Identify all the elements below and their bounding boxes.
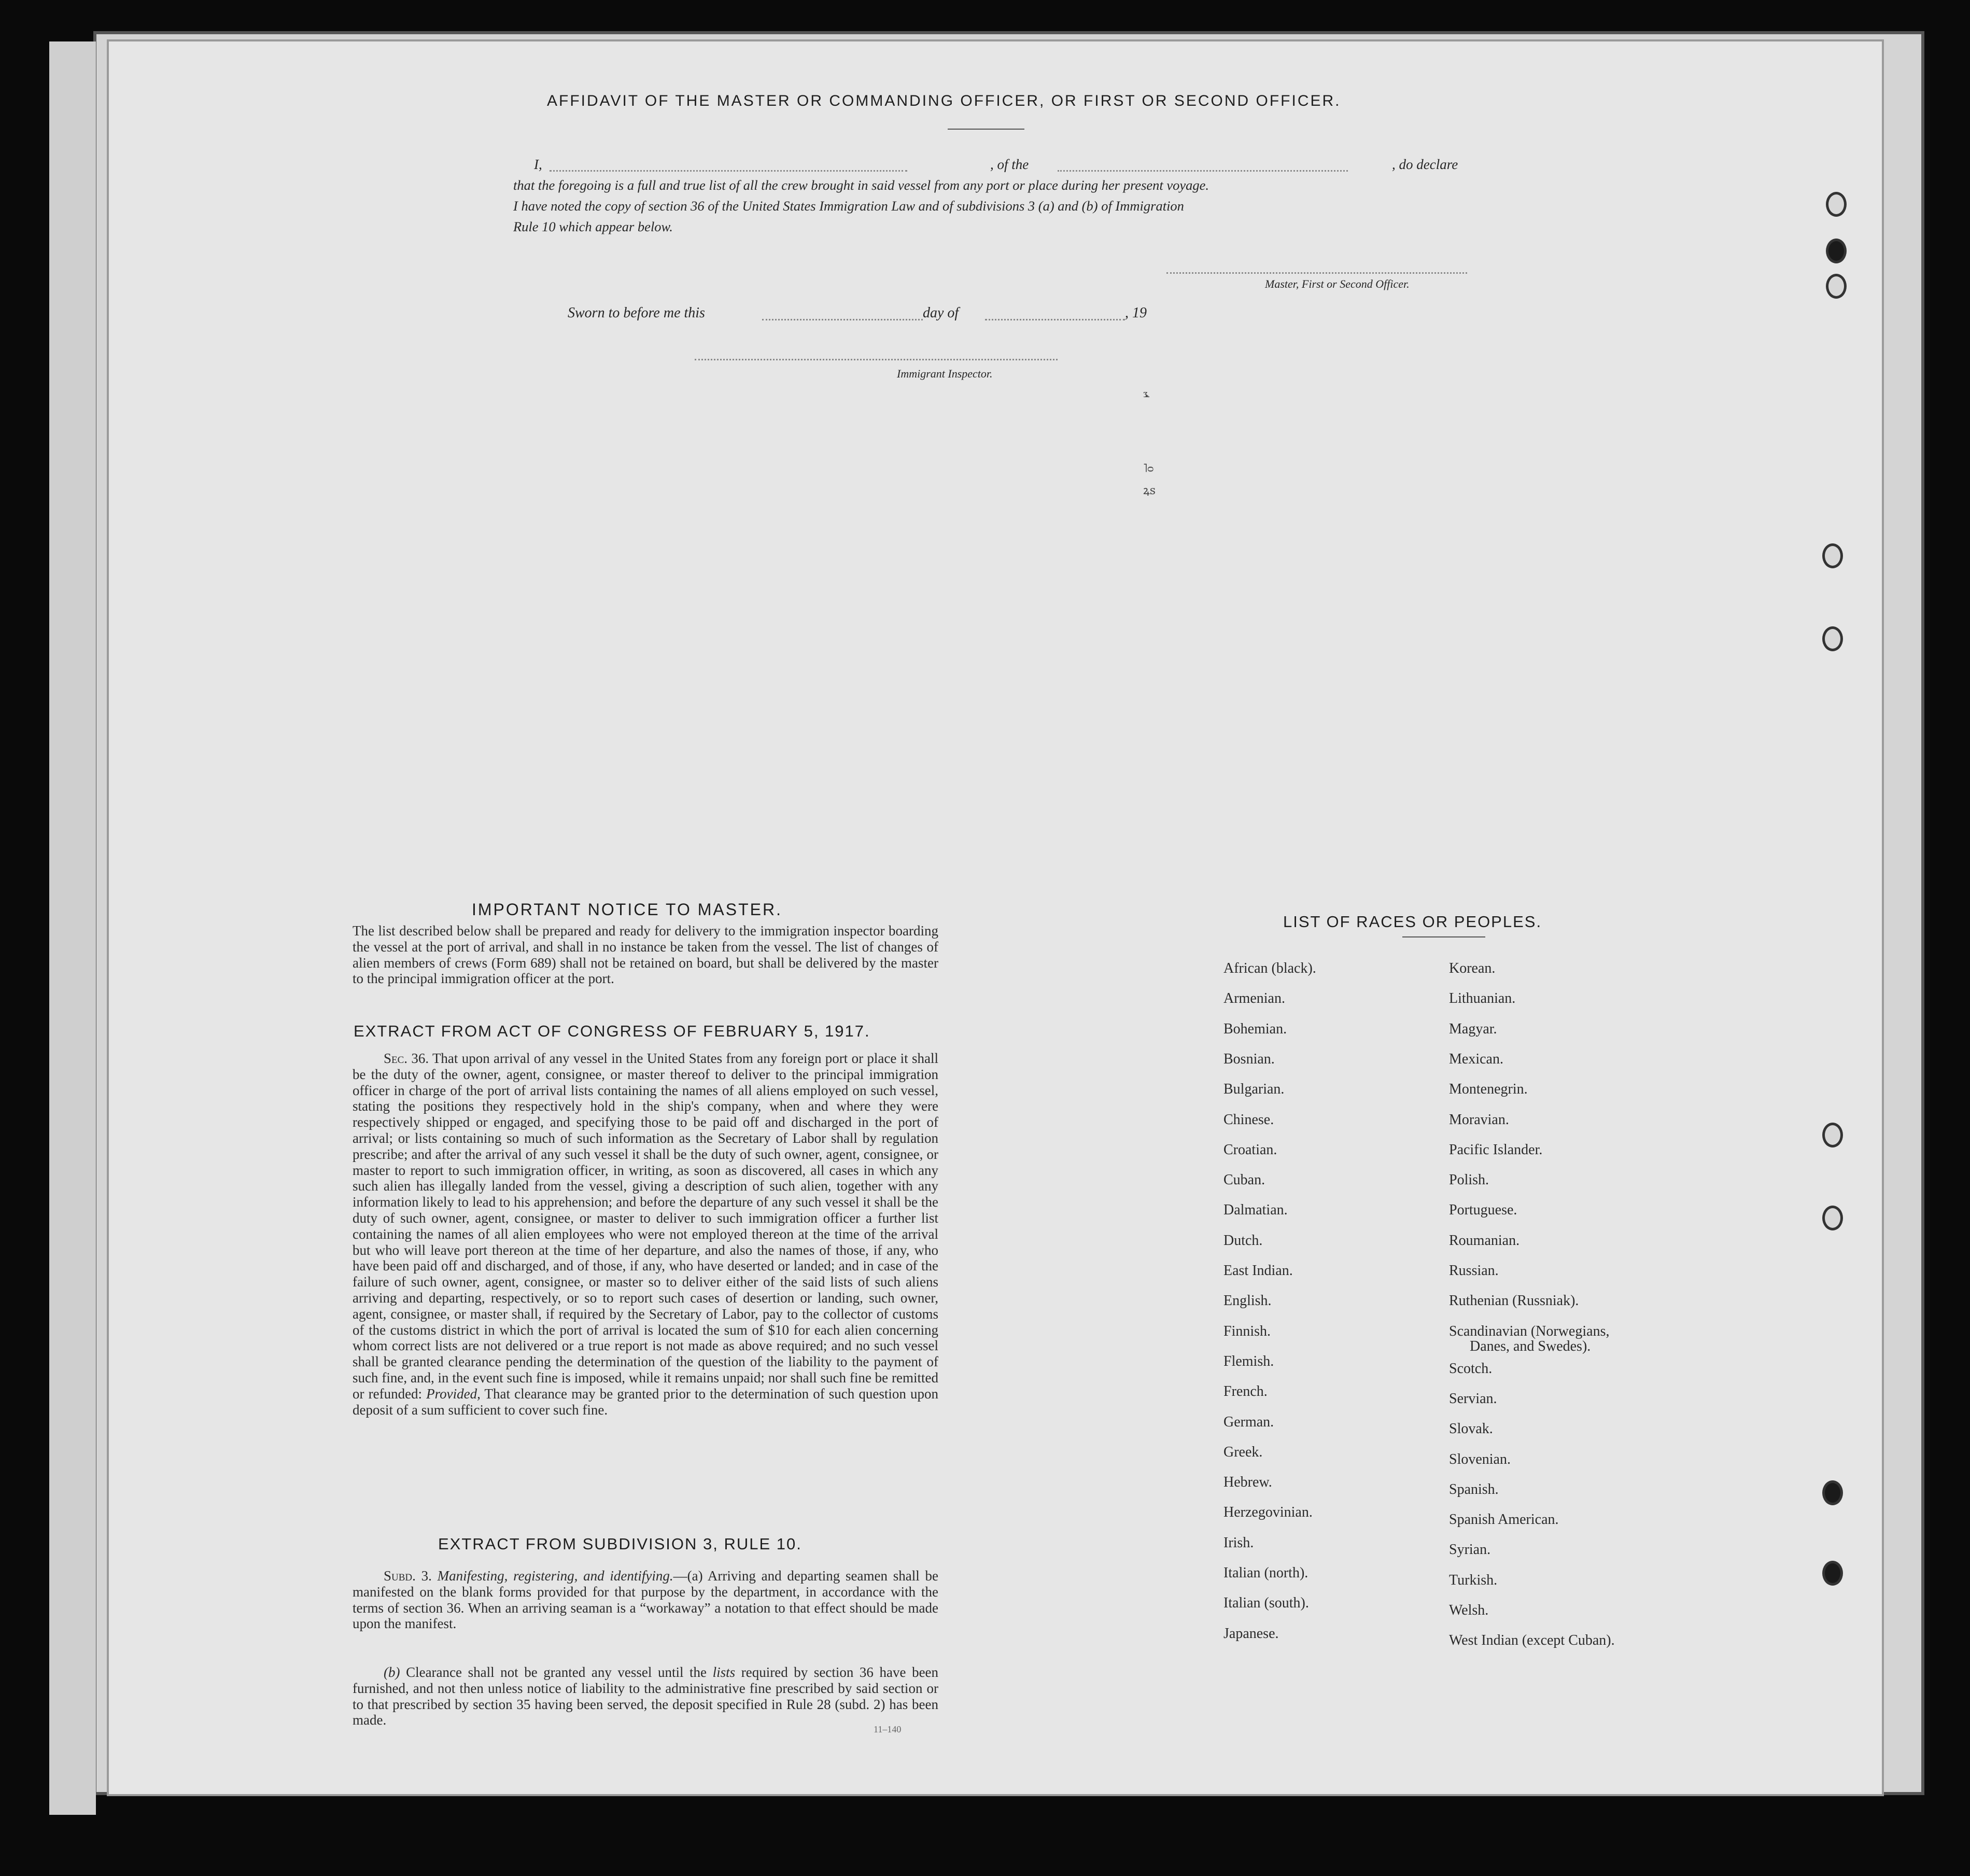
section-label: Sec. 36. <box>384 1051 429 1066</box>
master-signature-field[interactable] <box>1166 272 1467 274</box>
race-item: Scotch. <box>1449 1360 1493 1377</box>
vessel-field[interactable] <box>1058 170 1348 172</box>
provided-word: Provided, <box>426 1385 481 1402</box>
declaration-line-4: Rule 10 which appear below. <box>513 219 673 234</box>
rule-title: EXTRACT FROM SUBDIVISION 3, RULE 10. <box>438 1535 802 1553</box>
race-item: Italian (south). <box>1223 1595 1309 1612</box>
act-title: EXTRACT FROM ACT OF CONGRESS OF FEBRUARY 5, 1917. <box>354 1022 870 1040</box>
punch-hole <box>1822 1206 1843 1230</box>
b-text-2: required by section 36 have been furnished, and not then unless notice of liability to the administrative fine prescribed by said section or to that prescribed by section 35 having been served, the deposit specified in Rule 28 (subd. 2) has been made. <box>353 1664 939 1728</box>
b-lists: lists <box>712 1664 736 1680</box>
race-item: Herzegovinian. <box>1223 1504 1313 1521</box>
master-caption: Master, First or Second Officer. <box>1265 277 1410 290</box>
punch-hole <box>1826 274 1847 299</box>
race-item: Greek. <box>1223 1444 1263 1460</box>
race-item: Scandinavian (Norwegians, <box>1449 1323 1610 1339</box>
race-item: Pacific Islander. <box>1449 1141 1543 1158</box>
race-item: Bulgarian. <box>1223 1081 1285 1098</box>
act-text-end: That clearance may be granted prior to the determination of such question upon deposit of a sum sufficient to cover such fine. <box>353 1385 939 1418</box>
race-item: Croatian. <box>1223 1141 1277 1158</box>
a-text: Arriving and departing seamen shall be manifested on the blank forms provided for that purpose by the department, in accordance with the terms of section 36. When an arriving seaman is a “workaway” a notation to that effect should be made upon the manifest. <box>353 1568 938 1632</box>
inspector-signature-field[interactable] <box>695 359 1058 360</box>
punch-hole <box>1822 1123 1843 1147</box>
declaration-line-2: that the foregoing is a full and true list of all the crew brought in said vessel from any port or place during her present voyage. <box>513 177 1209 193</box>
race-item: West Indian (except Cuban). <box>1449 1632 1615 1649</box>
declaration-i: I, <box>534 157 542 172</box>
races-title-rule <box>1402 936 1485 937</box>
race-item: Montenegrin. <box>1449 1081 1528 1098</box>
race-item: Dalmatian. <box>1223 1202 1288 1219</box>
race-item: Mexican. <box>1449 1051 1503 1067</box>
race-item: Bosnian. <box>1223 1051 1275 1067</box>
title-rule <box>948 129 1024 130</box>
punch-hole <box>1822 1480 1843 1505</box>
name-field[interactable] <box>550 170 907 172</box>
race-item: Turkish. <box>1449 1572 1498 1588</box>
race-item: Danes, and Swedes). <box>1470 1338 1591 1354</box>
b-label: (b) <box>384 1664 400 1680</box>
race-item: Spanish. <box>1449 1481 1499 1497</box>
race-item: Slovak. <box>1449 1421 1493 1437</box>
race-item: Korean. <box>1449 960 1496 976</box>
notice-text: The list described below shall be prepared and ready for delivery to the immigration inspector boarding the vessel at the port of arrival, and shall in no instance be taken from the vessel. The list of changes of alien members of crews (Form 689) shall not be retained on board, but shall be delivered by the master to the principal immigration officer at the port. <box>353 923 938 987</box>
race-item: Flemish. <box>1223 1353 1274 1369</box>
notice-title: IMPORTANT NOTICE TO MASTER. <box>472 900 782 919</box>
race-item: Chinese. <box>1223 1111 1274 1128</box>
rule-subdivision-b <box>353 1664 938 1728</box>
act-section-36 <box>353 1051 938 1418</box>
race-item: Ruthenian (Russniak). <box>1449 1293 1579 1309</box>
punch-hole <box>1826 239 1847 263</box>
race-item: Cuban. <box>1223 1172 1265 1188</box>
inspector-caption: Immigrant Inspector. <box>897 367 993 380</box>
act-text: That upon arrival of any vessel in the United States from any foreign port or place it shall be the duty of the owner, agent, consignee, or master thereof to deliver to the principal immigration officer in charge of the port of arrival lists containing the names of all aliens employed on such vessel, stating the positions they respectively hold in the ship's company, when and where they were respectively shipped or engaged, and specifying those to be paid off and discharged in the port of arrival; or lists containing so much of such information as the Secretary of Labor shall by regulation prescribe; and after the arrival of any such vessel it shall be the duty of such owner, agent, consignee, or master to report to such immigration officer, in writing, as soon as discovered, all cases in which any such alien has illegally landed from the vessel, giving a description of such alien, together with any information likely to lead to his apprehension; and before the departure of any such vessel it shall be the duty of such owner, agent, consignee, or master to deliver to such immigration officer a further list containing the names of all alien employees who were not employed thereon at the time of the arrival but who will leave port thereon at the time of her departure, and also the names of those, if any, who have been paid off and discharged, and of those, if any, who have deserted or landed; and in case of the failure of such owner, agent, consignee, or master so to deliver either of the said lists of such aliens arriving and departing, respectively, or so to report such cases of desertion or landing, such owner, agent, consignee, or master shall, if required by the Secretary of Labor, pay to the collector of customs of the customs district in which the port of arrival is located the sum of $10 for each alien concerning whom correct lists are not delivered or a true report is not made as above required; and no such vessel shall be granted clearance pending the determination of the question of the liability to the payment of such fine, and, in the event such fine is imposed, while it remains unpaid; nor shall such fine be remitted or refunded: <box>353 1051 938 1402</box>
race-item: Italian (north). <box>1223 1565 1308 1581</box>
race-item: Russian. <box>1449 1263 1499 1279</box>
race-item: English. <box>1223 1293 1272 1309</box>
race-item: Japanese. <box>1223 1625 1279 1642</box>
race-item: Slovenian. <box>1449 1451 1511 1467</box>
race-item: Lithuanian. <box>1449 990 1516 1007</box>
day-of-text: day of <box>923 305 959 321</box>
races-title: LIST OF RACES OR PEOPLES. <box>1283 913 1542 931</box>
a-label: —(a) <box>673 1568 703 1584</box>
race-item: Hebrew. <box>1223 1474 1272 1491</box>
race-item: Armenian. <box>1223 990 1285 1007</box>
race-item: Magyar. <box>1449 1020 1497 1037</box>
race-item: Moravian. <box>1449 1111 1509 1128</box>
race-item: Polish. <box>1449 1172 1489 1188</box>
subd-label: Subd. 3. <box>384 1568 432 1584</box>
declaration-line-3: I have noted the copy of section 36 of the United States Immigration Law and of subdivisions 3 (a) and (b) of Immigration <box>513 198 1184 214</box>
form-code: 11–140 <box>874 1724 902 1734</box>
race-item: French. <box>1223 1383 1268 1400</box>
bleed-mark: ꝝꜱ <box>1143 484 1156 497</box>
race-item: Irish. <box>1223 1534 1254 1551</box>
punch-hole <box>1822 543 1843 568</box>
affidavit-title: AFFIDAVIT OF THE MASTER OR COMMANDING OFFICER, OR FIRST OR SECOND OFFICER. <box>547 92 1341 109</box>
race-item: Bohemian. <box>1223 1020 1287 1037</box>
race-item: Servian. <box>1449 1390 1497 1407</box>
race-item: Roumanian. <box>1449 1232 1520 1249</box>
subd-heading: Manifesting, registering, and identifying. <box>437 1568 673 1584</box>
year-text: , 19 <box>1125 305 1147 321</box>
month-field[interactable] <box>985 319 1125 320</box>
bleed-mark: ˥ᴑ <box>1143 461 1154 474</box>
punch-hole <box>1826 192 1847 217</box>
race-item: Finnish. <box>1223 1323 1271 1339</box>
rule-subdivision-a <box>353 1568 938 1632</box>
sworn-text: Sworn to before me this <box>568 305 705 321</box>
race-item: Syrian. <box>1449 1542 1491 1558</box>
day-field[interactable] <box>762 319 923 320</box>
race-item: African (black). <box>1223 960 1316 976</box>
underlying-page-edge <box>49 41 96 1815</box>
declaration-of-the: , of the <box>990 157 1029 172</box>
race-item: East Indian. <box>1223 1263 1293 1279</box>
race-item: German. <box>1223 1413 1274 1430</box>
punch-hole <box>1822 1561 1843 1586</box>
b-text: Clearance shall not be granted any vessel until the <box>406 1664 707 1680</box>
race-item: Dutch. <box>1223 1232 1263 1249</box>
declaration-do-declare: , do declare <box>1392 157 1458 172</box>
punch-hole <box>1822 626 1843 651</box>
bleed-mark: ᴣ꜡ <box>1143 387 1148 400</box>
document-page <box>109 41 1882 1794</box>
race-item: Spanish American. <box>1449 1511 1559 1528</box>
race-item: Portuguese. <box>1449 1202 1517 1219</box>
race-item: Welsh. <box>1449 1602 1489 1618</box>
